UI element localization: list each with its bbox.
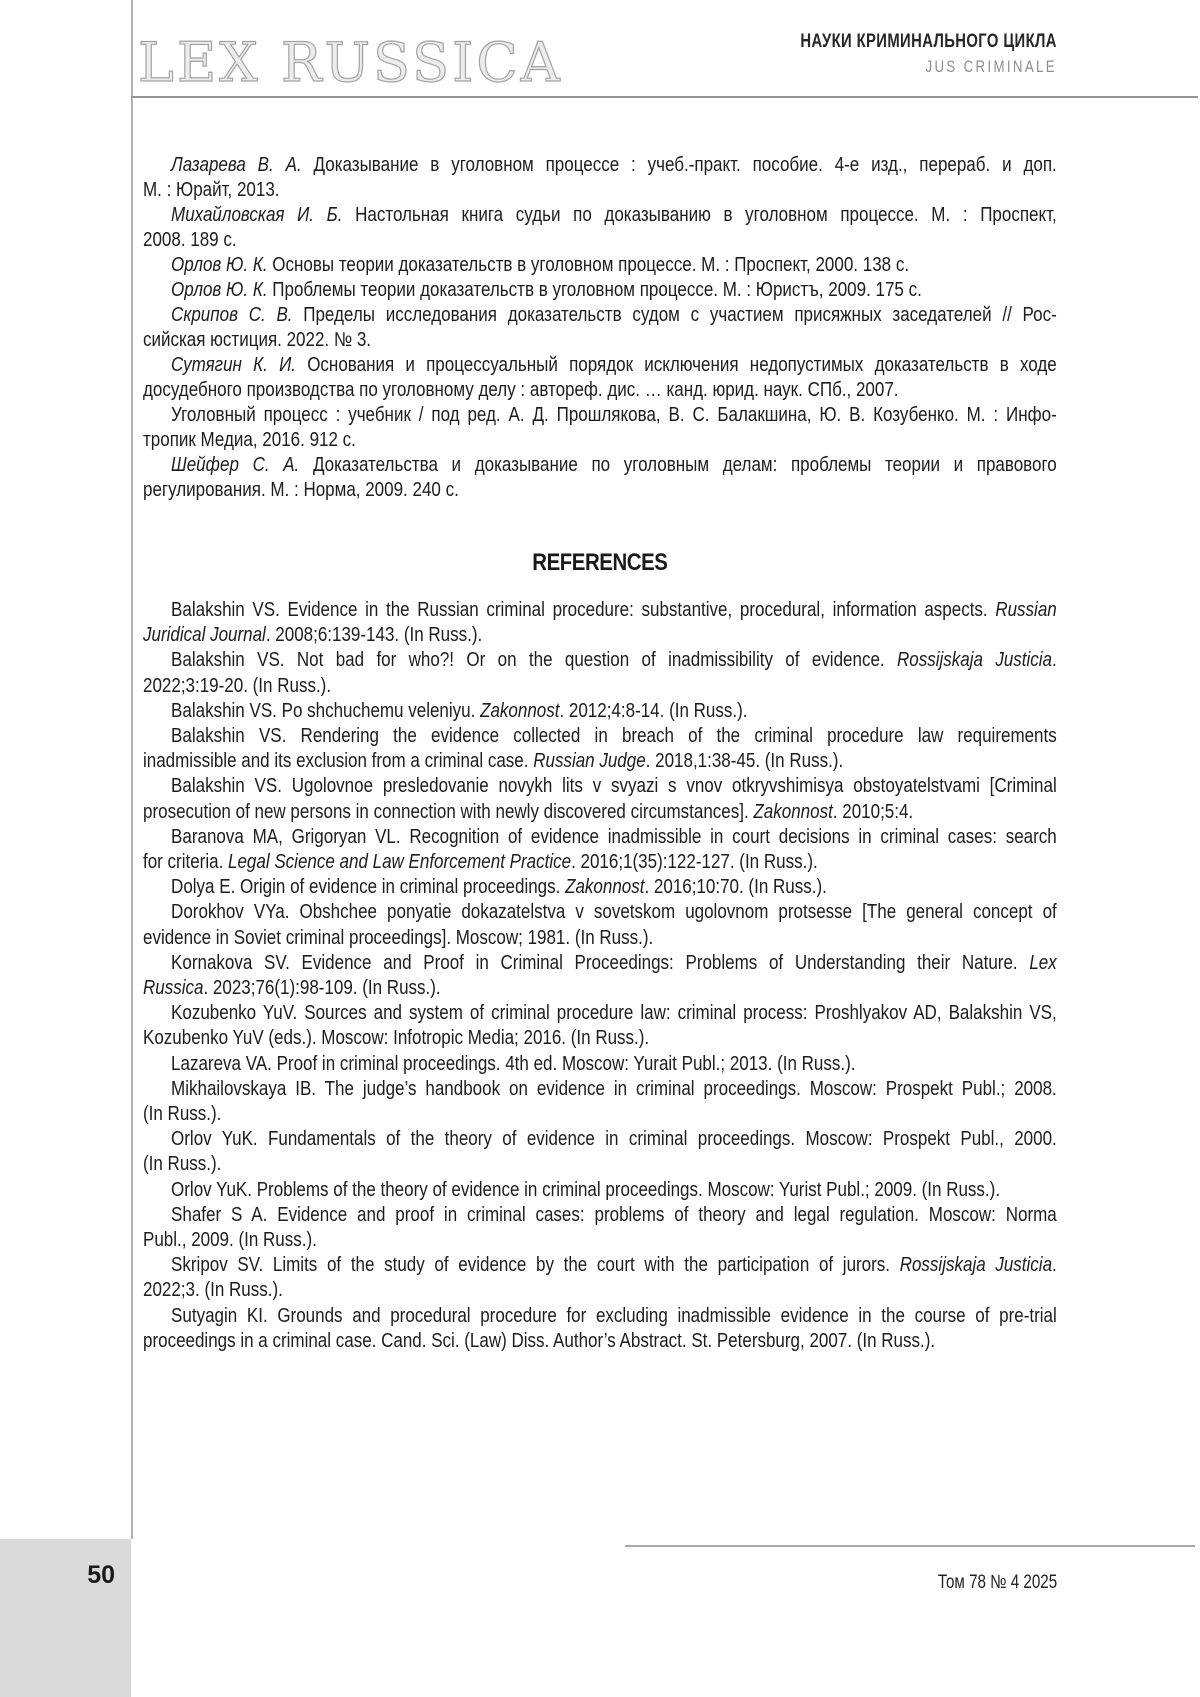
reference-line <box>143 353 1057 378</box>
reference-italic-segment: Russian <box>995 599 1057 621</box>
footer-rule <box>625 1545 1195 1547</box>
reference-italic-segment: Lex <box>1029 951 1057 974</box>
reference-line <box>143 153 1057 178</box>
reference-entry <box>143 875 1057 900</box>
reference-text-segment: Shafer S A. Evidence and proof in criminal cases: problems of theory and legal regulation. Moscow: Norma <box>171 1203 1057 1226</box>
reference-line <box>143 850 1057 875</box>
reference-text-segment: Balakshin VS. Not bad for who?! Or on the question of inadmissibility of evidence. <box>171 649 897 672</box>
page-number-block <box>0 1539 131 1697</box>
reference-text-segment: Доказывание в уголовном процессе : учеб.-практ. пособие. 4-е изд., перераб. и доп. <box>301 154 1057 176</box>
reference-entry <box>143 648 1057 698</box>
reference-entry <box>143 1203 1057 1253</box>
reference-italic-segment: Лазарева В. А. <box>171 154 302 176</box>
header-rule <box>131 96 1198 98</box>
reference-line <box>143 648 1057 673</box>
reference-line <box>143 1253 1057 1278</box>
reference-italic-segment: Russian Judge <box>533 750 646 773</box>
margin-divider-line <box>131 0 133 1539</box>
page-number: 50 <box>87 1561 115 1589</box>
reference-text-segment: Balakshin VS. Ugolovnoe presledovanie novykh lits v svyazi s vnov otkryvshimisya obstoyatelstvami [Criminal <box>171 775 1057 798</box>
reference-text-segment: . 2010;5:4. <box>832 800 914 823</box>
reference-line <box>143 598 1057 623</box>
reference-text-segment: Mikhailovskaya IB. The judge’s handbook on evidence in criminal proceedings. Moscow: Prospekt Publ.; 2008. <box>171 1077 1057 1100</box>
reference-italic-segment: Russica <box>143 977 204 1000</box>
reference-italic-segment: Скрипов С. В. <box>171 304 293 326</box>
reference-entry <box>143 353 1057 403</box>
reference-line <box>143 1077 1057 1102</box>
reference-line <box>143 1001 1057 1026</box>
reference-line <box>143 1278 1057 1303</box>
reference-line <box>143 378 1057 403</box>
reference-text-segment: Dorokhov VYa. Obshchee ponyatie dokazatelstva v sovetskom ugolovnom protsesse [The general concept of <box>171 901 1057 924</box>
reference-line <box>143 1102 1057 1127</box>
reference-text-segment: Sutyagin KI. Grounds and procedural procedure for excluding inadmissible evidence in the course of pre-trial <box>171 1304 1057 1327</box>
reference-text-segment: Kornakova SV. Evidence and Proof in Criminal Proceedings: Problems of Understanding their Nature. <box>171 951 1030 974</box>
reference-line <box>143 1127 1057 1152</box>
section-title-russian: НАУКИ КРИМИНАЛЬНОГО ЦИКЛА <box>800 31 1057 52</box>
reference-line <box>143 1026 1057 1051</box>
reference-line <box>143 1304 1057 1329</box>
reference-italic-segment: Legal Science and Law Enforcement Practice <box>228 851 572 874</box>
reference-text-segment: Kozubenko YuV. Sources and system of criminal procedure law: criminal process: Proshlyakov AD, Balakshin VS, <box>171 1002 1057 1025</box>
reference-entry <box>143 278 1057 303</box>
reference-line <box>143 926 1057 951</box>
reference-text-segment: evidence in Soviet criminal proceedings]. Moscow; 1981. (In Russ.). <box>143 926 654 949</box>
reference-line <box>143 278 1057 303</box>
reference-text-segment: сийская юстиция. 2022. № 3. <box>143 329 372 351</box>
reference-italic-segment: Орлов Ю. К. <box>171 279 268 301</box>
reference-text-segment: Orlov YuK. Problems of the theory of evidence in criminal proceedings. Moscow: Yurist Publ.; 2009. (In Russ.). <box>171 1178 1001 1201</box>
reference-text-segment: . <box>1052 649 1057 672</box>
reference-line <box>143 203 1057 228</box>
reference-entry <box>143 1253 1057 1303</box>
reference-italic-segment: Rossijskaja Justicia <box>896 649 1053 672</box>
reference-line <box>143 749 1057 774</box>
reference-entry <box>143 951 1057 1001</box>
reference-text-segment: регулирования. М. : Норма, 2009. 240 с. <box>143 479 459 501</box>
reference-line <box>143 976 1057 1001</box>
reference-text-segment: Balakshin VS. Evidence in the Russian criminal procedure: substantive, procedural, information aspects. <box>171 599 996 621</box>
reference-entry <box>143 1127 1057 1177</box>
reference-line <box>143 1203 1057 1228</box>
reference-italic-segment: Орлов Ю. К. <box>171 254 268 276</box>
reference-line <box>143 724 1057 749</box>
reference-line <box>143 774 1057 799</box>
reference-text-segment: . <box>1052 1254 1057 1277</box>
reference-text-segment: 2022;3. (In Russ.). <box>143 1279 283 1302</box>
reference-text-segment: Kozubenko YuV (eds.). Moscow: Infotropic Media; 2016. (In Russ.). <box>143 1027 650 1050</box>
reference-text-segment: Baranova MA, Grigoryan VL. Recognition of evidence inadmissible in court decisions in criminal cases: search <box>171 825 1057 848</box>
reference-text-segment: досудебного производства по уголовному делу : автореф. дис. … канд. юрид. наук. СПб., 2007. <box>143 379 899 401</box>
english-references-list <box>143 598 1057 1354</box>
reference-text-segment: . 2023;76(1):98-109. (In Russ.). <box>203 977 441 1000</box>
reference-entry <box>143 1077 1057 1127</box>
reference-text-segment: (In Russ.). <box>143 1153 222 1176</box>
reference-line <box>143 674 1057 699</box>
header-section-titles <box>800 31 1057 77</box>
reference-text-segment: 2008. 189 с. <box>143 229 237 251</box>
reference-entry <box>143 403 1057 453</box>
reference-line <box>143 403 1057 428</box>
reference-entry <box>143 253 1057 278</box>
reference-text-segment: . 2012;4:8-14. (In Russ.). <box>559 699 748 722</box>
reference-text-segment: Orlov YuK. Fundamentals of the theory of evidence in criminal proceedings. Moscow: Prospekt Publ., 2000. <box>171 1128 1057 1151</box>
reference-line <box>143 478 1057 503</box>
reference-text-segment: Lazareva VA. Proof in criminal proceedings. 4th ed. Moscow: Yurait Publ.; 2013. (In Russ.). <box>171 1052 856 1075</box>
reference-line <box>143 303 1057 328</box>
reference-line <box>143 699 1057 724</box>
section-title-latin: JUS CRIMINALE <box>925 57 1057 76</box>
reference-text-segment: Уголовный процесс : учебник / под ред. А. Д. Прошлякова, В. С. Балакшина, Ю. В. Козубенко. М. : Инфо- <box>171 404 1057 426</box>
reference-text-segment: М. : Юрайт, 2013. <box>143 179 280 201</box>
reference-entry <box>143 153 1057 203</box>
reference-italic-segment: Zakonnost <box>753 800 833 823</box>
reference-italic-segment: Шейфер С. А. <box>171 454 300 476</box>
reference-line <box>143 1052 1057 1077</box>
reference-entry <box>143 900 1057 950</box>
reference-text-segment: Основания и процессуальный порядок исключения недопустимых доказательств в ходе <box>295 354 1057 376</box>
reference-line <box>143 453 1057 478</box>
reference-text-segment: тропик Медиа, 2016. 912 с. <box>143 429 356 451</box>
reference-text-segment: Skripov SV. Limits of the study of evidence by the court with the participation of jurors. <box>171 1254 900 1277</box>
reference-text-segment: . 2018,1:38-45. (In Russ.). <box>645 750 844 773</box>
journal-logo: LEX RUSSICA <box>138 31 563 94</box>
volume-issue-label: Том 78 № 4 2025 <box>937 1572 1057 1593</box>
reference-entry <box>143 303 1057 353</box>
reference-text-segment: Настольная книга судьи по доказыванию в уголовном процессе. М. : Проспект, <box>342 204 1057 226</box>
reference-text-segment: Dolya E. Origin of evidence in criminal proceedings. <box>171 876 566 899</box>
reference-text-segment: inadmissible and its exclusion from a criminal case. <box>143 750 534 773</box>
reference-entry <box>143 1304 1057 1354</box>
reference-line <box>143 875 1057 900</box>
reference-entry <box>143 598 1057 648</box>
reference-text-segment: Publ., 2009. (In Russ.). <box>143 1229 317 1252</box>
reference-entry <box>143 1052 1057 1077</box>
reference-text-segment: Balakshin VS. Po shchuchemu veleniyu. <box>171 699 481 722</box>
reference-italic-segment: Juridical Journal <box>143 624 266 647</box>
references-heading: REFERENCES <box>532 549 668 576</box>
reference-line <box>143 951 1057 976</box>
reference-line <box>143 1228 1057 1253</box>
reference-text-segment: Доказательства и доказывание по уголовным делам: проблемы теории и правового <box>299 454 1057 476</box>
reference-text-segment: proceedings in a criminal case. Cand. Sci. (Law) Diss. Author’s Abstract. St. Petersburg, 2007. (In Russ.). <box>143 1329 936 1352</box>
reference-italic-segment: Сутягин К. И. <box>171 354 296 376</box>
reference-italic-segment: Rossijskaja Justicia <box>899 1254 1053 1277</box>
reference-line <box>143 228 1057 253</box>
reference-line <box>143 178 1057 203</box>
reference-line <box>143 825 1057 850</box>
reference-entry <box>143 453 1057 503</box>
reference-text-segment: (In Russ.). <box>143 1103 222 1126</box>
reference-entry <box>143 1001 1057 1051</box>
reference-text-segment: Основы теории доказательств в уголовном процессе. М. : Проспект, 2000. 138 с. <box>267 254 910 276</box>
reference-line <box>143 623 1057 648</box>
reference-entry <box>143 699 1057 724</box>
reference-text-segment: prosecution of new persons in connection with newly discovered circumstances]. <box>143 800 754 823</box>
reference-text-segment: . 2016;10:70. (In Russ.). <box>644 876 827 899</box>
russian-references-list <box>143 153 1057 503</box>
reference-line <box>143 1178 1057 1203</box>
reference-entry <box>143 724 1057 774</box>
reference-entry <box>143 203 1057 253</box>
reference-italic-segment: Zakonnost <box>565 876 645 899</box>
reference-text-segment: 2022;3:19-20. (In Russ.). <box>143 674 332 697</box>
reference-entry <box>143 825 1057 875</box>
reference-text-segment: . 2016;1(35):122-127. (In Russ.). <box>571 851 818 874</box>
reference-line <box>143 900 1057 925</box>
reference-italic-segment: Zakonnost <box>480 699 560 722</box>
reference-text-segment: Пределы исследования доказательств судом с участием присяжных заседателей // Рос- <box>292 304 1057 326</box>
reference-line <box>143 800 1057 825</box>
reference-line <box>143 1329 1057 1354</box>
reference-text-segment: . 2008;6:139-143. (In Russ.). <box>265 624 483 647</box>
reference-line <box>143 328 1057 353</box>
reference-entry <box>143 1178 1057 1203</box>
reference-line <box>143 253 1057 278</box>
reference-entry <box>143 774 1057 824</box>
reference-line <box>143 1152 1057 1177</box>
reference-line <box>143 428 1057 453</box>
reference-text-segment: for criteria. <box>143 851 229 874</box>
reference-text-segment: Balakshin VS. Rendering the evidence collected in breach of the criminal procedure law requirements <box>171 725 1057 748</box>
reference-text-segment: Проблемы теории доказательств в уголовном процессе. М. : Юристъ, 2009. 175 с. <box>267 279 922 301</box>
reference-italic-segment: Михайловская И. Б. <box>171 204 343 226</box>
